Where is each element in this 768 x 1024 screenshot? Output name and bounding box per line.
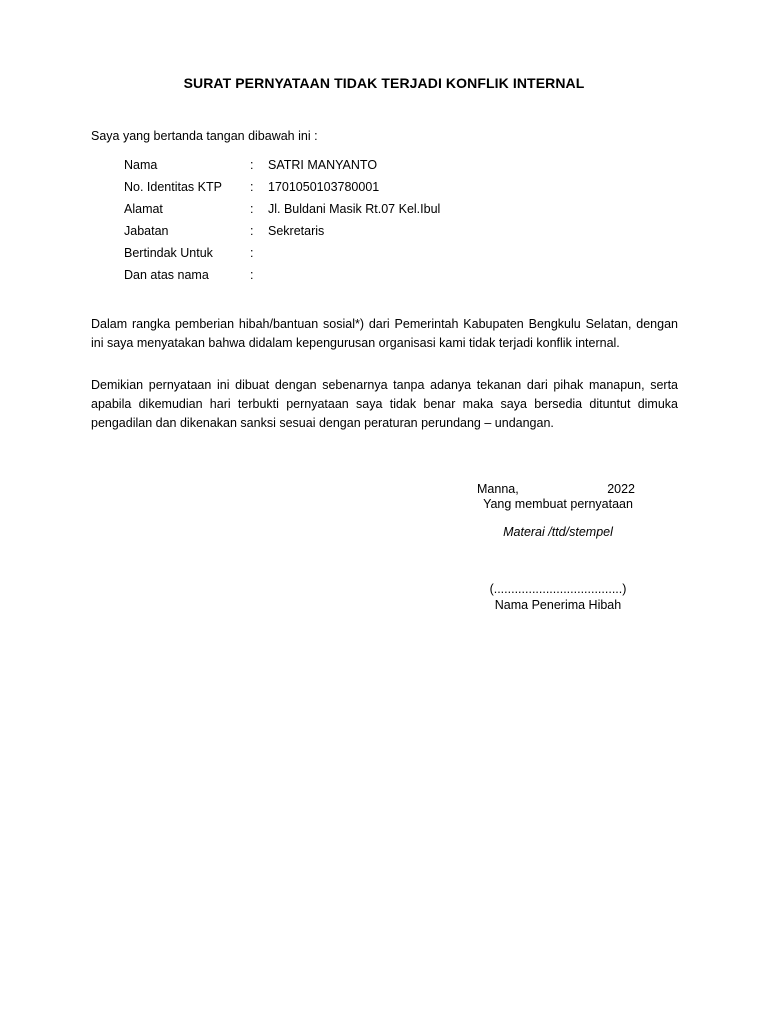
signature-line: (.....................................)	[489, 582, 627, 596]
field-label: No. Identitas KTP	[124, 180, 222, 194]
field-value: Sekretaris	[268, 224, 325, 238]
signature-materai: Materai /ttd/stempel	[503, 525, 613, 539]
field-label: Bertindak Untuk	[124, 246, 213, 260]
field-label: Alamat	[124, 202, 163, 216]
field-label: Dan atas nama	[124, 268, 209, 282]
field-colon: :	[250, 158, 254, 172]
field-colon: :	[250, 202, 254, 216]
field-value: Jl. Buldani Masik Rt.07 Kel.Ibul	[268, 202, 441, 216]
closing-paragraph: Demikian pernyataan ini dibuat dengan sebenarnya tanpa adanya tekanan dari pihak manapun, serta apabila dikemudian hari terbukti pernyataan saya tidak benar maka saya bersedia dituntut dimuka pengadilan dan dikenakan sanksi sesuai dengan peraturan perundang – undangan.	[91, 378, 678, 430]
signature-maker: Yang membuat pernyataan	[483, 497, 633, 511]
field-colon: :	[250, 246, 254, 260]
field-value: SATRI MANYANTO	[268, 158, 378, 172]
document-title: SURAT PERNYATAAN TIDAK TERJADI KONFLIK INTERNAL	[183, 75, 585, 91]
field-label: Nama	[124, 158, 158, 172]
intro-text: Saya yang bertanda tangan dibawah ini :	[91, 129, 318, 143]
field-label: Jabatan	[124, 224, 169, 238]
statement-paragraph: Dalam rangka pemberian hibah/bantuan sosial*) dari Pemerintah Kabupaten Bengkulu Selatan, dengan ini saya menyatakan bahwa didalam kepengurusan organisasi kami tidak terjadi konflik internal.	[91, 317, 678, 350]
field-colon: :	[250, 268, 254, 282]
field-value: 1701050103780001	[268, 180, 380, 194]
field-colon: :	[250, 180, 254, 194]
field-colon: :	[250, 224, 254, 238]
signature-name: Nama Penerima Hibah	[494, 598, 622, 612]
signature-year: 2022	[607, 482, 635, 496]
signature-city: Manna,	[477, 482, 519, 496]
